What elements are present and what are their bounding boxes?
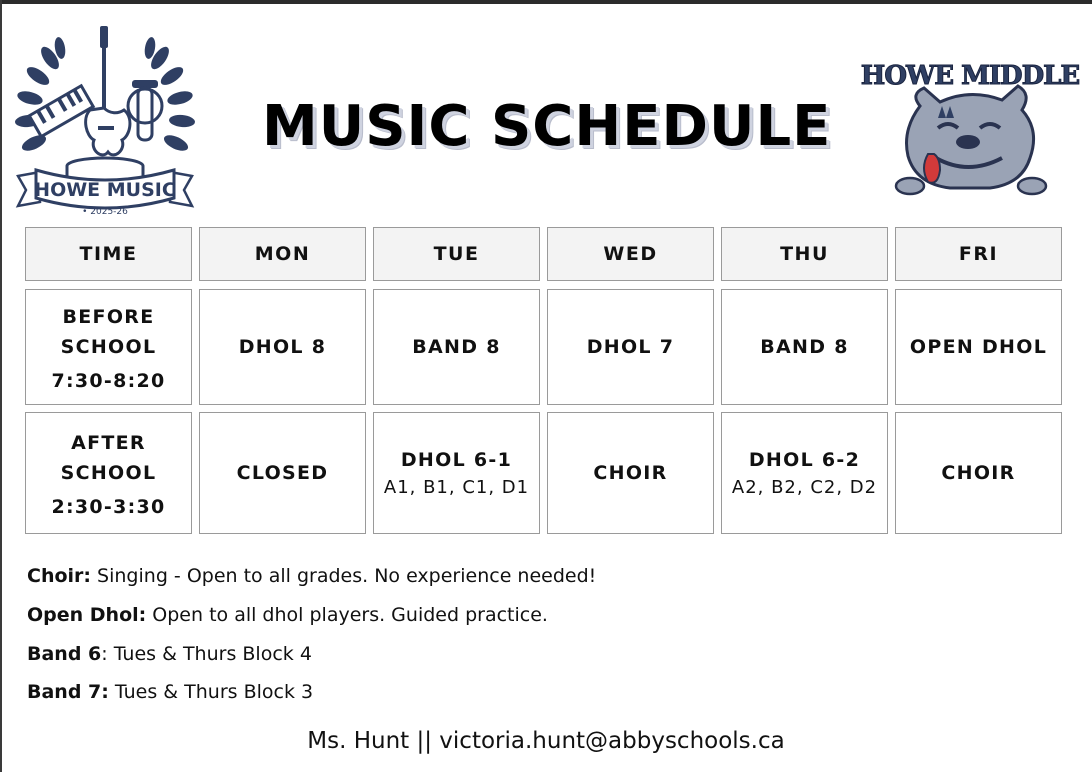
note-term: Open Dhol: (27, 604, 147, 626)
logo-school-text: HOWE MIDDLE (860, 61, 1080, 91)
header-label: MON (254, 243, 311, 265)
header-label: TUE (433, 243, 480, 265)
top-border (0, 0, 1092, 4)
time-cell-before-school (25, 289, 192, 405)
schedule-cell-fri-after (895, 412, 1062, 534)
time-range: 2:30-3:30 (51, 496, 166, 518)
note-band-7 (27, 681, 313, 703)
header-mon (199, 227, 366, 281)
header-label: WED (603, 243, 658, 265)
cell-label: BAND 8 (760, 336, 849, 358)
howe-middle-bulldog-logo (860, 58, 1080, 198)
note-text: Singing - Open to all grades. No experience needed! (91, 565, 597, 587)
time-line: BEFORE (62, 306, 155, 328)
note-term: Band 6 (27, 643, 102, 665)
cell-label: OPEN DHOL (909, 336, 1048, 358)
cell-label: CLOSED (236, 462, 329, 484)
cell-sublabel: A1, B1, C1, D1 (383, 476, 530, 498)
schedule-cell-wed-after (547, 412, 714, 534)
cell-label: DHOL 7 (586, 336, 675, 358)
logo-year-text: • 2025-26 (82, 207, 128, 217)
schedule-cell-wed-before (547, 289, 714, 405)
cell-label: CHOIR (593, 462, 668, 484)
time-range: 7:30-8:20 (51, 370, 166, 392)
note-term: Band 7: (27, 681, 109, 703)
note-term: Choir: (27, 565, 92, 587)
cell-label: DHOL 6-1 (400, 448, 513, 471)
schedule-cell-mon-after (199, 412, 366, 534)
cell-sublabel: A2, B2, C2, D2 (731, 476, 878, 498)
schedule-cell-fri-before (895, 289, 1062, 405)
note-open-dhol (27, 604, 548, 626)
note-band-6 (27, 643, 312, 665)
header-thu (721, 227, 888, 281)
header-label: FRI (958, 243, 999, 265)
contact-line: Ms. Hunt || victoria.hunt@abbyschools.ca (307, 728, 785, 754)
schedule-cell-tue-before (373, 289, 540, 405)
header-label: THU (780, 243, 829, 265)
header-wed (547, 227, 714, 281)
time-line: SCHOOL (60, 336, 157, 358)
cell-label: CHOIR (941, 462, 1016, 484)
note-text: Open to all dhol players. Guided practice. (146, 604, 548, 626)
schedule-cell-thu-after (721, 412, 888, 534)
time-line: SCHOOL (60, 462, 157, 484)
time-line: AFTER (71, 432, 146, 454)
note-text: : Tues & Thurs Block 4 (101, 643, 312, 665)
header-tue (373, 227, 540, 281)
schedule-cell-thu-before (721, 289, 888, 405)
schedule-cell-tue-after (373, 412, 540, 534)
cell-label: DHOL 8 (238, 336, 327, 358)
header-label: TIME (79, 243, 138, 265)
time-cell-after-school (25, 412, 192, 534)
left-border (0, 0, 2, 772)
logo-banner-text: HOWE MUSIC (34, 179, 176, 201)
note-choir (27, 565, 596, 587)
page-title: MUSIC SCHEDULE (262, 94, 832, 159)
cell-label: DHOL 6-2 (748, 448, 861, 471)
howe-music-logo (10, 18, 200, 217)
cell-label: BAND 8 (412, 336, 501, 358)
schedule-cell-mon-before (199, 289, 366, 405)
header-fri (895, 227, 1062, 281)
note-text: Tues & Thurs Block 3 (108, 681, 314, 703)
header-time (25, 227, 192, 281)
